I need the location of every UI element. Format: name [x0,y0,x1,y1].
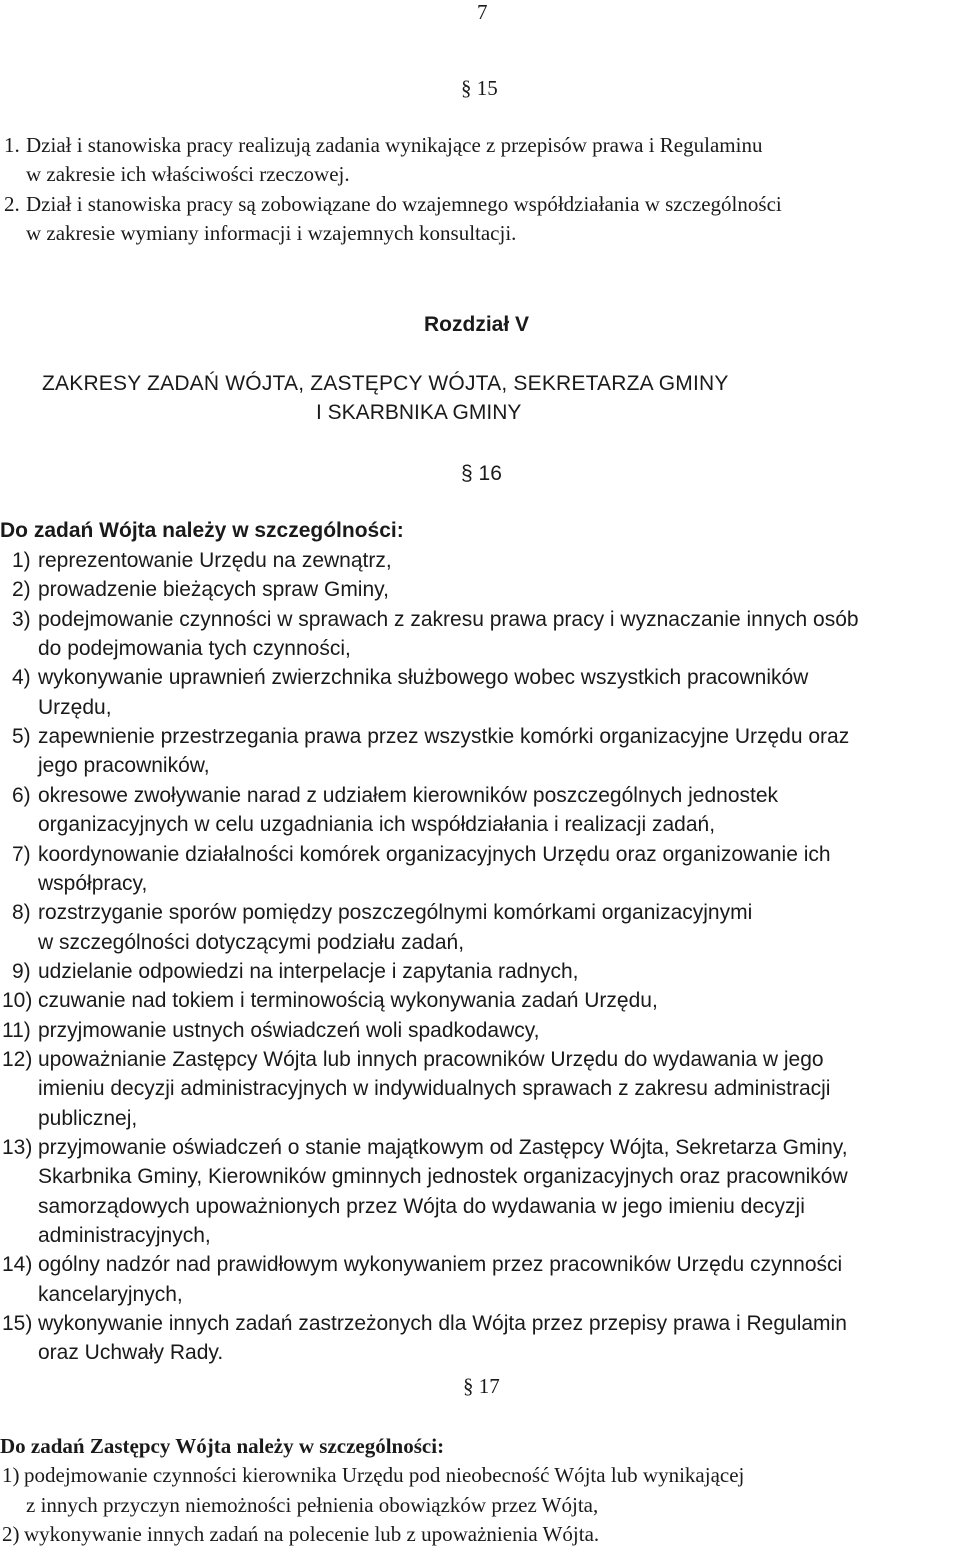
s16-item-10-num: 10) [2,989,33,1013]
s16-item-6-line-2: organizacyjnych w celu uzgadniania ich współdziałania i realizacji zadań, [38,813,716,837]
s16-item-4-line-1: wykonywanie uprawnień zwierzchnika służbowego wobec wszystkich pracowników [38,666,809,690]
s16-item-10-line-1: czuwanie nad tokiem i terminowością wykonywania zadań Urzędu, [38,989,658,1013]
s16-item-12-line-1: upoważnianie Zastępcy Wójta lub innych pracowników Urzędu do wydawania w jego [38,1047,824,1071]
s16-item-15-line-2: oraz Uchwały Rady. [38,1341,224,1365]
s15-item-2-line-2: w zakresie wymiany informacji i wzajemnych konsultacji. [26,221,517,245]
s16-item-2-num: 2) [12,578,31,602]
s17-item-1-line-1: podejmowanie czynności kierownika Urzędu pod nieobecność Wójta lub wynikającej [24,1463,745,1487]
s16-item-3-num: 3) [12,607,31,631]
s16-item-5-line-1: zapewnienie przestrzegania prawa przez wszystkie komórki organizacyjne Urzędu oraz [38,725,850,749]
s16-item-1-line-1: reprezentowanie Urzędu na zewnątrz, [38,549,392,572]
s16-item-13-line-1: przyjmowanie oświadczeń o stanie majątkowym od Zastępcy Wójta, Sekretarza Gminy, [38,1136,848,1159]
s16-item-12-line-2: imieniu decyzji administracyjnych w indywidualnych sprawach z zakresu administracji [38,1077,831,1101]
s16-item-3-line-2: do podejmowania tych czynności, [38,637,351,661]
s17-item-1-line-2: z innych przyczyn niemożności pełnienia obowiązków przez Wójta, [26,1492,599,1517]
s16-item-5-line-2: jego pracowników, [38,754,210,778]
s16-item-1-num: 1) [12,549,31,572]
s16-item-12-num: 12) [2,1047,33,1071]
section-16-intro: Do zadań Wójta należy w szczególności: [0,519,404,542]
s17-item-1-num: 1) [2,1463,20,1487]
s16-item-7-line-1: koordynowanie działalności komórek organizacyjnych Urzędu oraz organizowanie ich [38,842,831,866]
chapter-subtitle-line-2: I SKARBNIKA GMINY [316,401,522,424]
s16-item-12-line-3: publicznej, [38,1106,138,1130]
s17-item-2-line-1: wykonywanie innych zadań na polecenie lub z upoważnienia Wójta. [24,1522,600,1546]
s16-item-9-num: 9) [12,959,31,983]
s16-item-8-line-1: rozstrzyganie sporów pomiędzy poszczególnymi komórkami organizacyjnymi [38,901,753,925]
s16-item-4-line-2: Urzędu, [38,695,112,719]
s16-item-7-line-2: współpracy, [38,871,148,895]
s16-item-11-num: 11) [2,1018,31,1042]
s16-item-11-line-1: przyjmowanie ustnych oświadczeń woli spadkodawcy, [38,1018,540,1042]
s15-item-1-line-2: w zakresie ich właściwości rzeczowej. [26,162,350,186]
s16-item-13-num: 13) [2,1136,33,1159]
s16-item-6-num: 6) [12,783,31,807]
s16-item-14-num: 14) [2,1253,33,1277]
page-number: 7 [477,0,488,24]
section-17-intro: Do zadań Zastępcy Wójta należy w szczególności: [0,1434,445,1458]
s16-item-7-num: 7) [12,842,31,866]
chapter-title: Rozdział V [424,313,530,336]
s16-item-5-num: 5) [12,725,31,749]
s16-item-4-num: 4) [12,666,31,690]
s16-item-13-line-2: Skarbnika Gminy, Kierowników gminnych jednostek organizacyjnych oraz pracowników [38,1165,848,1189]
s16-item-8-num: 8) [12,901,31,925]
s16-item-14-line-1: ogólny nadzór nad prawidłowym wykonywaniem przez pracowników Urzędu czynności [38,1253,843,1277]
s16-item-6-line-1: okresowe zwoływanie narad z udziałem kierowników poszczególnych jednostek [38,783,779,807]
s16-item-13-line-4: administracyjnych, [38,1224,211,1248]
s17-item-2-num: 2) [2,1522,20,1546]
section-15-title: § 15 [461,76,498,100]
s15-item-1-line-1: Dział i stanowiska pracy realizują zadania wynikające z przepisów prawa i Regulaminu [26,133,763,157]
s16-item-2-line-1: prowadzenie bieżących spraw Gminy, [38,578,389,602]
section-16-title: § 16 [461,462,502,485]
chapter-subtitle-line-1: ZAKRESY ZADAŃ WÓJTA, ZASTĘPCY WÓJTA, SEKRETARZA GMINY [42,372,729,395]
s16-item-14-line-2: kancelaryjnych, [38,1282,183,1306]
s16-item-15-line-1: wykonywanie innych zadań zastrzeżonych dla Wójta przez przepisy prawa i Regulamin [38,1312,847,1336]
s15-item-1-num: 1. [4,133,20,157]
s16-item-13-line-3: samorządowych upoważnionych przez Wójta do wydawania w jego imieniu decyzji [38,1194,805,1218]
s16-item-9-line-1: udzielanie odpowiedzi na interpelacje i zapytania radnych, [38,959,579,983]
s16-item-3-line-1: podejmowanie czynności w sprawach z zakresu prawa pracy i wyznaczanie innych osób [38,607,859,631]
section-17-title: § 17 [463,1374,500,1398]
s15-item-2-line-1: Dział i stanowiska pracy są zobowiązane do wzajemnego współdziałania w szczególności [26,192,782,216]
s16-item-8-line-2: w szczególności dotyczącymi podziału zadań, [38,930,465,954]
s16-item-15-num: 15) [2,1312,33,1336]
s15-item-2-num: 2. [4,192,20,216]
